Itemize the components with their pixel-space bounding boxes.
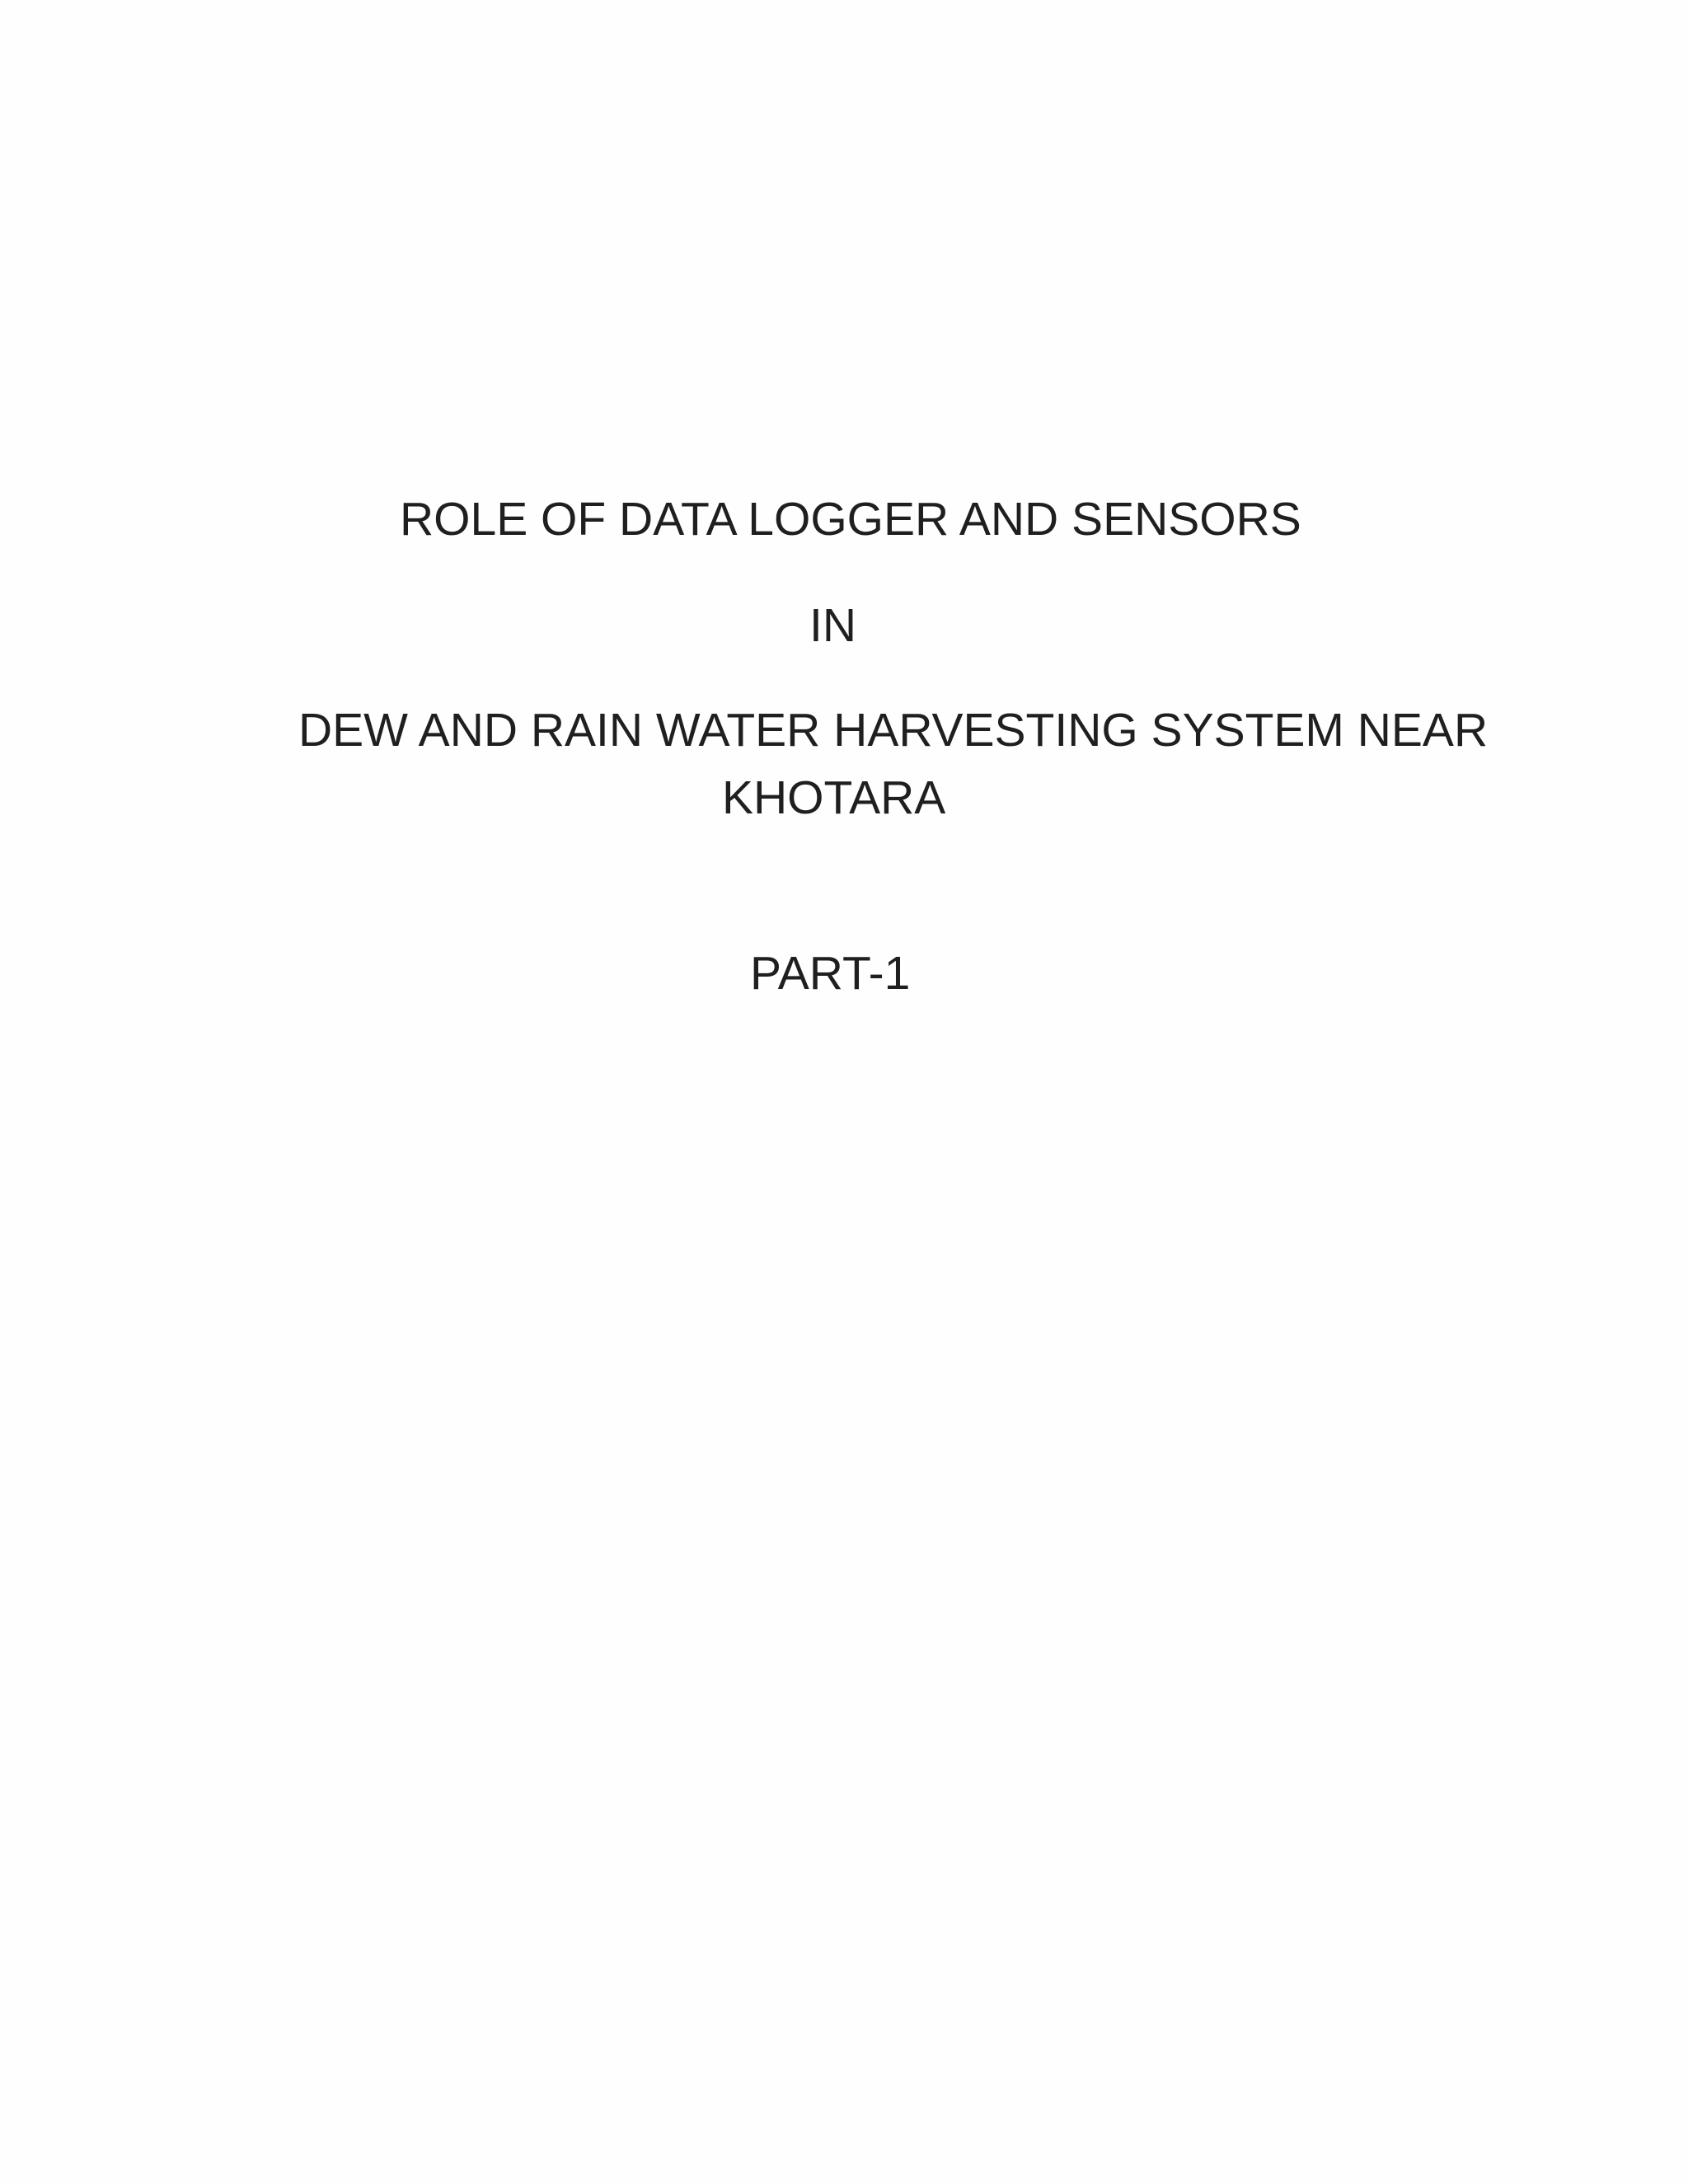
title-line-3: DEW AND RAIN WATER HARVESTING SYSTEM NEAR bbox=[298, 704, 1489, 757]
title-line-2: IN bbox=[809, 599, 856, 652]
part-label: PART-1 bbox=[750, 947, 911, 1000]
title-line-1: ROLE OF DATA LOGGER AND SENSORS bbox=[400, 493, 1301, 546]
title-line-4: KHOTARA bbox=[722, 771, 946, 824]
